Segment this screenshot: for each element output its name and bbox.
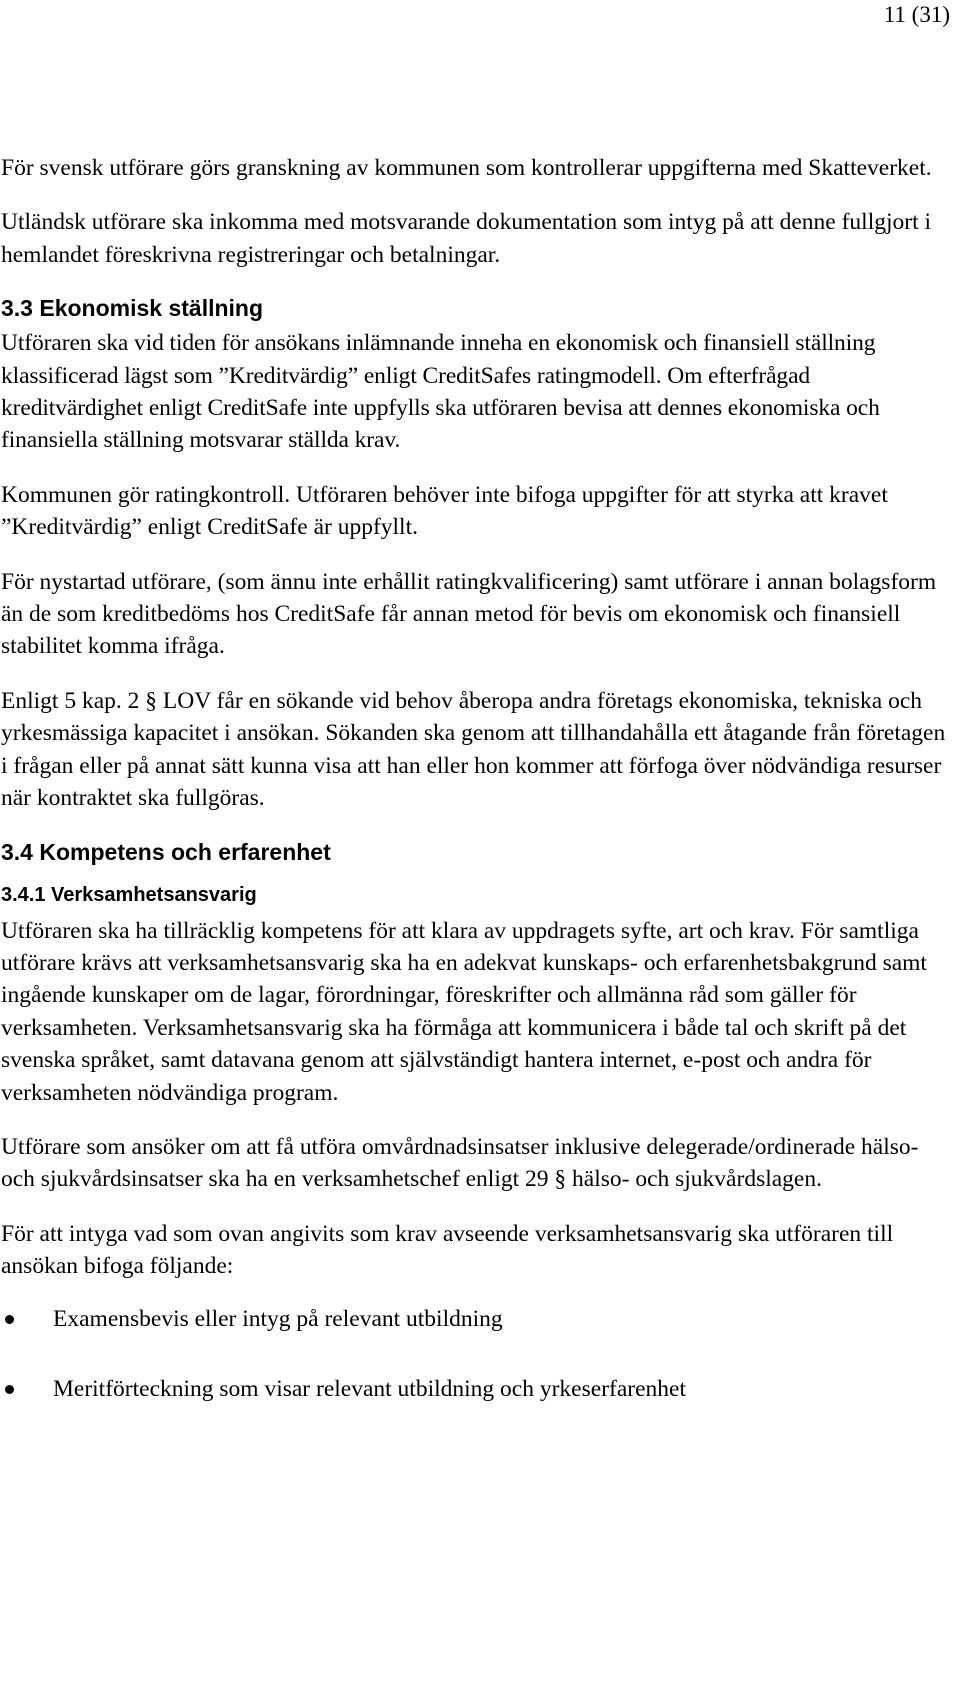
attachment-list bbox=[1, 1303, 953, 1405]
list-item bbox=[1, 1303, 953, 1335]
list-item bbox=[1, 1373, 953, 1405]
bullet-icon bbox=[5, 1315, 14, 1324]
bullet-icon bbox=[5, 1385, 14, 1394]
paragraph-credit-rating-requirement: Utföraren ska vid tiden för ansökans inlämnande inneha en ekonomisk och finansiell ställning klassificerad lägst som ”Kreditvärdig” enligt CreditSafes ratingmodell. Om efterfrågad kreditvärdighet enligt CreditSafe inte uppfylls ska utföraren bevisa att dennes ekonomiska och finansiella ställning motsvarar ställda krav. bbox=[1, 330, 880, 454]
paragraph-manager-competence: Utföraren ska ha tillräcklig kompetens för att klara av uppdragets syfte, art och krav. För samtliga utförare krävs att verksamhetsansvarig ska ha en adekvat kunskaps- och erfarenhetsbakgrund samt ingående kunskaper om de lagar, förordningar, föreskrifter och allmänna råd som gäller för verksamheten. Verksamhetsansvarig ska ha förmåga att kommunicera i både tal och skrift på det svenska språket, samt datavana genom att självständigt hantera internet, e-post och andra för verksamheten nödvändiga program. bbox=[1, 917, 927, 1106]
list-item-text: Meritförteckning som visar relevant utbildning och yrkeserfarenhet bbox=[53, 1375, 686, 1402]
paragraph-attach-documents: För att intyga vad som ovan angivits som krav avseende verksamhetsansvarig ska utföraren till ansökan bifoga följande: bbox=[1, 1220, 894, 1280]
page-number: 11 (31) bbox=[883, 2, 950, 27]
paragraph-swedish-contractor: För svensk utförare görs granskning av kommunen som kontrollerar uppgifterna med Skatteverket. bbox=[1, 155, 932, 181]
document-body bbox=[0, 152, 953, 1443]
heading-3-4-1-operations-manager: 3.4.1 Verksamhetsansvarig bbox=[1, 883, 257, 906]
paragraph-rating-check: Kommunen gör ratingkontroll. Utföraren behöver inte bifoga uppgifter för att styrka att kravet ”Kreditvärdig” enligt CreditSafe är uppfyllt. bbox=[1, 481, 888, 541]
paragraph-lov-capacity: Enligt 5 kap. 2 § LOV får en sökande vid behov åberopa andra företags ekonomiska, tekniska och yrkesmässiga kapacitet i ansökan. Sökanden ska genom att tillhandahålla ett åtagande från företagen i frågan eller på annat sätt kunna visa att han eller hon kommer att förfoga över nödvändiga resurser när kontraktet ska fullgöras. bbox=[1, 687, 946, 812]
heading-3-4-competence: 3.4 Kompetens och erfarenhet bbox=[1, 838, 331, 865]
paragraph-foreign-contractor: Utländsk utförare ska inkomma med motsvarande dokumentation som intyg på att denne fullgjort i hemlandet föreskrivna registreringar och betalningar. bbox=[1, 209, 932, 268]
paragraph-new-contractor: För nystartad utförare, (som ännu inte erhållit ratingkvalificering) samt utförare i annan bolagsform än de som kreditbedöms hos CreditSafe får annan metod för bevis om ekonomisk och finansiell stabilitet komma ifråga. bbox=[1, 568, 937, 660]
paragraph-care-manager: Utförare som ansöker om att få utföra omvårdnadsinsatser inklusive delegerade/ordinerade hälso- och sjukvårdsinsatser ska ha en verksamhetschef enligt 29 § hälso- och sjukvårdslagen. bbox=[1, 1133, 919, 1193]
list-item-text: Examensbevis eller intyg på relevant utbildning bbox=[53, 1305, 503, 1332]
heading-3-3-financial-standing: 3.3 Ekonomisk ställning bbox=[1, 295, 264, 322]
